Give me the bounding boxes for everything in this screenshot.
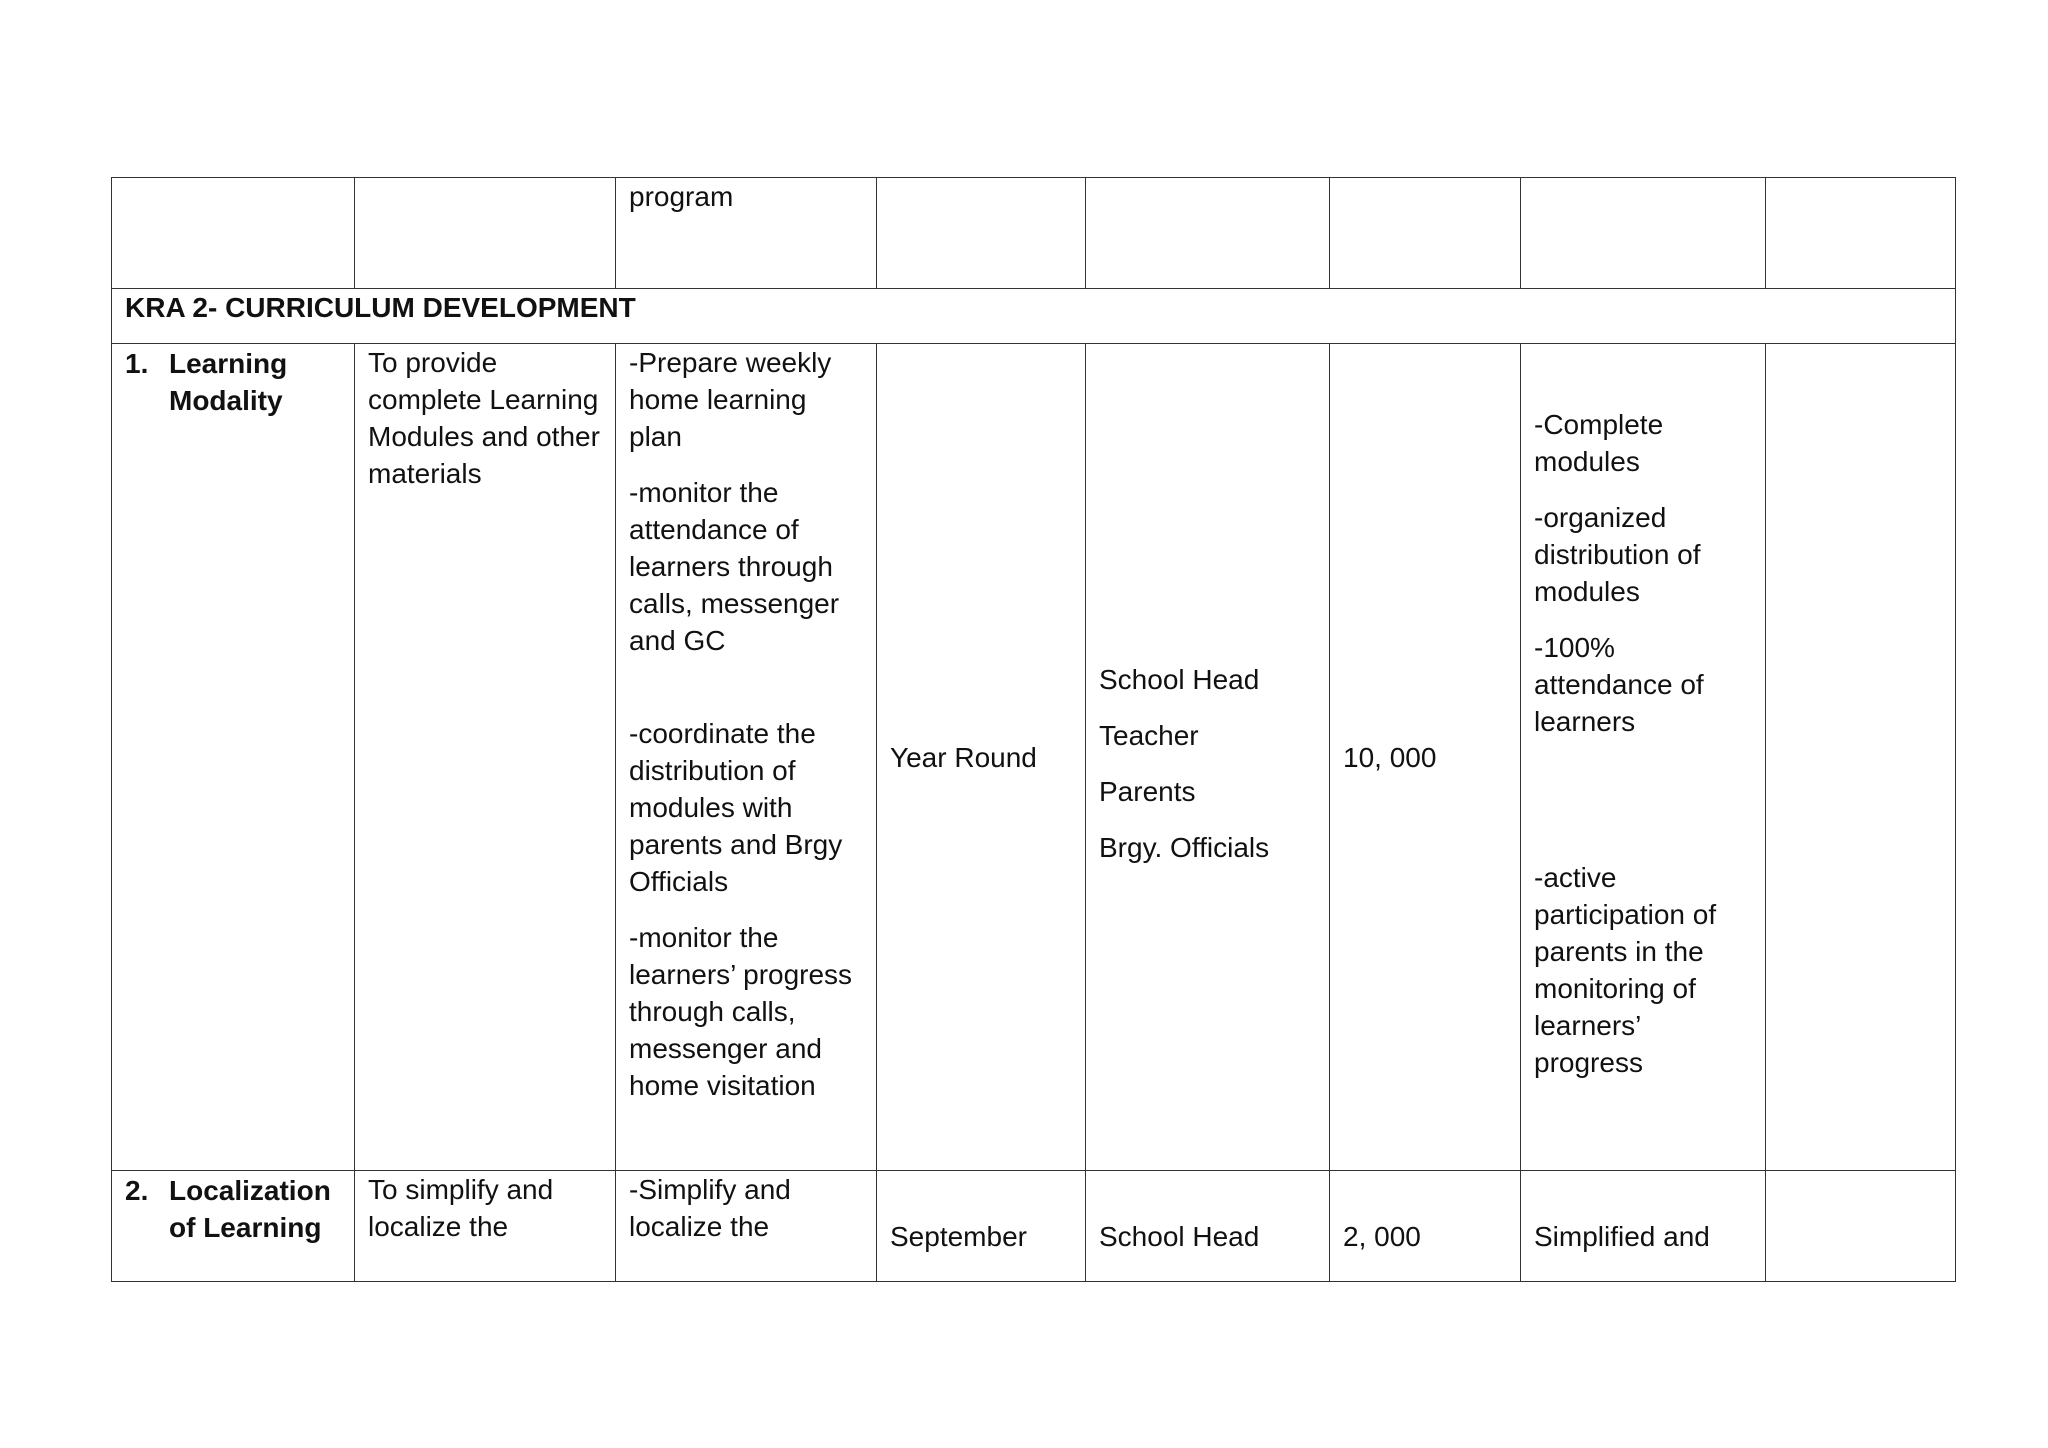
section-header-row bbox=[112, 289, 1956, 344]
objective-text: To provide complete Learning Modules and other materials bbox=[368, 347, 600, 489]
item-number: 2. bbox=[125, 1175, 149, 1206]
time-frame-cell bbox=[877, 344, 1086, 1171]
person-item: School Head bbox=[1099, 1220, 1260, 1252]
outcome-item: -Complete modules bbox=[1534, 409, 1664, 477]
table-cell bbox=[355, 178, 616, 289]
remarks-cell bbox=[1766, 344, 1956, 1171]
activities-cell bbox=[616, 1171, 877, 1282]
time-frame-text: Year Round bbox=[890, 741, 1037, 773]
activity-text: program bbox=[629, 181, 734, 212]
outcomes-cell bbox=[1521, 1171, 1766, 1282]
table-cell bbox=[1766, 178, 1956, 289]
persons-cell bbox=[1086, 344, 1330, 1171]
table-cell bbox=[1086, 178, 1330, 289]
person-item: School Head bbox=[1099, 663, 1260, 695]
table-cell bbox=[1521, 178, 1766, 289]
outcome-item: -100% attendance of learners bbox=[1534, 632, 1704, 737]
activity-item: -monitor the learners’ progress through calls, messenger and home visitation bbox=[629, 922, 853, 1101]
section-header: KRA 2- CURRICULUM DEVELOPMENT bbox=[112, 289, 1956, 344]
time-frame-text: September bbox=[890, 1220, 1027, 1252]
table-row bbox=[112, 178, 1956, 289]
time-frame-cell bbox=[877, 1171, 1086, 1282]
area-title: Localization of Learning bbox=[169, 1175, 331, 1243]
budget-text: 10, 000 bbox=[1343, 741, 1437, 773]
activities-cell bbox=[616, 344, 877, 1171]
table-cell bbox=[616, 178, 877, 289]
area-cell bbox=[112, 344, 355, 1171]
area-title: Learning Modality bbox=[169, 348, 288, 416]
table-cell bbox=[877, 178, 1086, 289]
area-cell bbox=[112, 1171, 355, 1282]
person-item: Brgy. Officials bbox=[1099, 831, 1270, 863]
table-row bbox=[112, 1171, 1956, 1282]
action-plan-table bbox=[111, 177, 1956, 1282]
budget-cell bbox=[1330, 344, 1521, 1171]
objective-text: To simplify and localize the bbox=[368, 1174, 554, 1242]
person-item: Parents bbox=[1099, 775, 1196, 807]
activity-item: -Simplify and localize the bbox=[629, 1174, 791, 1242]
table-cell bbox=[112, 178, 355, 289]
activity-item: -Prepare weekly home learning plan bbox=[629, 347, 832, 452]
table-cell bbox=[1330, 178, 1521, 289]
outcome-item: Simplified and bbox=[1534, 1220, 1710, 1252]
objective-cell bbox=[355, 1171, 616, 1282]
outcomes-cell bbox=[1521, 344, 1766, 1171]
outcome-item: -active participation of parents in the monitoring of learners’ progress bbox=[1534, 862, 1717, 1078]
activity-item: -monitor the attendance of learners through calls, messenger and GC bbox=[629, 477, 840, 656]
activity-item: -coordinate the distribution of modules with parents and Brgy Officials bbox=[629, 718, 843, 897]
persons-cell bbox=[1086, 1171, 1330, 1282]
objective-cell bbox=[355, 344, 616, 1171]
budget-text: 2, 000 bbox=[1343, 1220, 1421, 1252]
item-number: 1. bbox=[125, 348, 149, 379]
budget-cell bbox=[1330, 1171, 1521, 1282]
person-item: Teacher bbox=[1099, 719, 1199, 751]
table-row bbox=[112, 344, 1956, 1171]
outcome-item: -organized distribution of modules bbox=[1534, 502, 1701, 607]
remarks-cell bbox=[1766, 1171, 1956, 1282]
